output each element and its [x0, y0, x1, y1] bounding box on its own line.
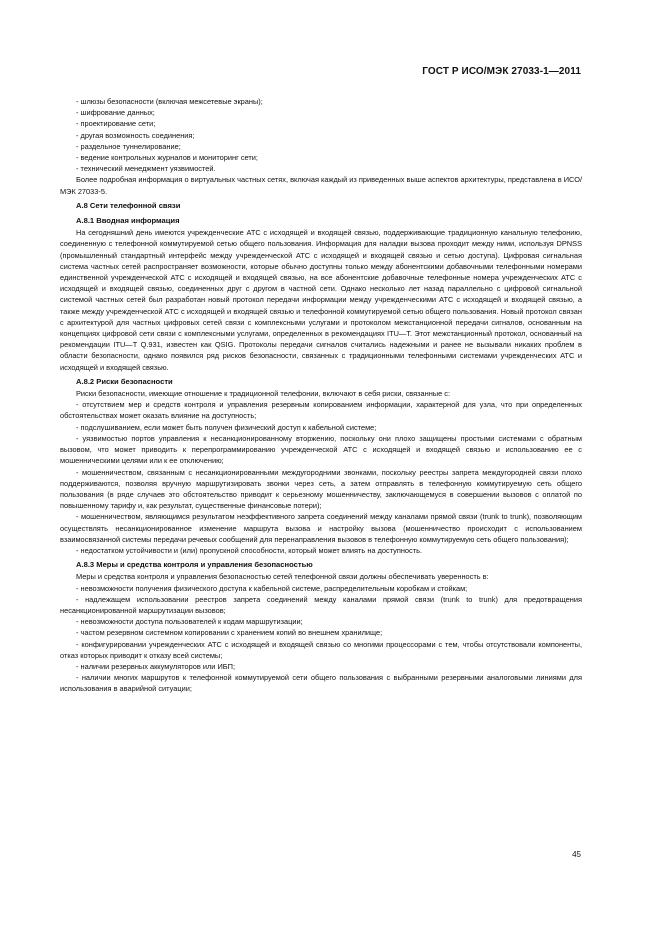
paragraph: - шифрование данных;: [76, 108, 155, 118]
section-heading: А.8.2 Риски безопасности: [76, 376, 173, 386]
paragraph: - невозможности доступа пользователей к кодам маршрутизации;: [76, 617, 303, 627]
page-number: 45: [572, 850, 581, 859]
paragraph: Меры и средства контроля и управления безопасностью сетей телефонной связи должны обеспечивать уверенность в:: [76, 572, 489, 582]
paragraph: - раздельное туннелирование;: [76, 141, 181, 151]
paragraph: - наличии многих маршрутов к телефонной коммутируемой сети общего пользования с выбранными резервными аналоговыми линиями для использования в аварийной ситуации;: [60, 673, 582, 694]
section-heading: А.8.1 Вводная информация: [76, 216, 180, 226]
paragraph: - проектирование сети;: [76, 119, 156, 129]
paragraph: - подслушиванием, если может быть получен физический доступ к кабельной системе;: [76, 422, 377, 432]
paragraph: - уязвимостью портов управления к несанкционированному вторжению, поскольку они плохо защищены простыми системами с обратным вызовом, что может приводить к перепрограммированию учрежденческой АТС с исходящей и входящей связью и использованию ее с мошенническими целями или к ее отключению;: [60, 433, 582, 466]
paragraph: - недостатком устойчивости и (или) пропускной способности, который может влиять на доступность.: [76, 545, 423, 555]
paragraph: - другая возможность соединения;: [76, 130, 195, 140]
paragraph: Риски безопасности, имеющие отношение к традиционной телефонии, включают в себя риски, связанные с:: [76, 389, 451, 399]
paragraph: - технический менеджмент уязвимостей.: [76, 164, 216, 174]
paragraph: На сегодняшний день имеются учрежденческие АТС с исходящей и входящей связью, поддерживающие традиционную канальную телефонию, соединенную с телефонной коммутируемой сетью общего пользования. Информация для наладки вызова проходит между ними, используя DPNSS (промышленный стандартный интерфейс между учрежденческой АТС с исходящей и входящей связью и сетью доступа). Цифровая сигнальная система частных сетей распространяет возможности, которые обычно доступны только между абонентскими добавочными телефонными номерами единственной учрежденческой АТС с исходящей и входящей связью, на все абонентские добавочные телефонные номера учрежденческих АТС с исходящей и входящей связью, соединенных друг с другом в частной сети. Однако несколько лет назад параллельно с цифровой сигнальной системой частных сетей был разработан новый протокол передачи информации между учрежденческими АТС с исходящей и входящей связью, а также между учрежденческой АТС с исходящей и входящей связью и телефонной коммутируемой сетью общего пользования. Новый протокол связан с архитектурой для частных цифровых сетей связи с комплексными услугами и протоколом межстанционной передачи сигналов, основанным на концепциях цифровой сети связи с комплексными услугами, определенных в рекомендациях ITU—T. Этот межстанционный протокол, основанный на рекомендации ITU—T Q.931, известен как QSIG. Протоколы передачи сигналов считались надежными и ранее не вызывали никаких проблем в области безопасности, однако появился ряд рисков безопасности, связанных с традиционными телефонными системами учрежденческих АТС и исходящей и входящей связью.: [60, 228, 582, 372]
paragraph: - отсутствием мер и средств контроля и управления резервным копированием информации, характерной для узла, что при определенных обстоятельствах может оказать влияние на доступность;: [60, 400, 582, 421]
paragraph: - невозможности получения физического доступа к кабельной системе, распределительным коробкам и стойкам;: [76, 583, 468, 593]
section-heading: А.8.3 Меры и средства контроля и управления безопасностью: [76, 560, 313, 570]
paragraph: - конфигурировании учрежденческих АТС с исходящей и входящей связью со многими процессорами с тем, чтобы отсутствовали компоненты, отказ которых приводит к отказу всей системы;: [60, 639, 582, 660]
paragraph: - надлежащем использовании реестров запрета соединений между каналами прямой связи (trunk to trunk) для предотвращения несанкционированной маршрутизации вызовов;: [60, 594, 582, 615]
paragraph: - наличии резервных аккумуляторов или ИБП;: [76, 661, 236, 671]
standard-header: ГОСТ Р ИСО/МЭК 27033-1—2011: [422, 66, 581, 77]
paragraph: - мошенничеством, являющимся результатом неэффективного запрета соединений между каналами прямой связи (trunk to trunk), позволяющим осуществлять несанкционированное изменение маршрута вызова и настройку вызова (мошенничество происходит с использованием взаимосвязанной системы передачи речевых сообщений для перенаправления вызовов в телефонную коммутируемую сеть общего пользования);: [60, 512, 582, 544]
paragraph: - шлюзы безопасности (включая межсетевые экраны);: [76, 97, 263, 106]
paragraph: - ведение контрольных журналов и мониторинг сети;: [76, 153, 258, 163]
paragraph: - мошенничеством, связанным с несанкционированными междугородними звонками, поскольку реестры запрета междугородней связи плохо поддерживаются, позволяя вручную маршрутизировать звонки через сеть, а затем отправлять в телефонную коммутируемую сеть общего пользования (в ряде случаев это обстоятельство приводит к серьезному мошенничеству, заключающемуся в совершении вызовов с оплатой по повышенному тарифу и, как результат, существенные финансовые потери);: [60, 467, 582, 511]
paragraph: Более подробная информация о виртуальных частных сетях, включая каждый из приведенных выше аспектов архитектуры, представлена в ИСО/МЭК 27033-5.: [60, 175, 582, 196]
paragraph: - частом резервном системном копировании с хранением копий во внешнем хранилище;: [76, 628, 383, 638]
document-body: [60, 96, 582, 695]
section-heading: А.8 Сети телефонной связи: [76, 200, 181, 210]
